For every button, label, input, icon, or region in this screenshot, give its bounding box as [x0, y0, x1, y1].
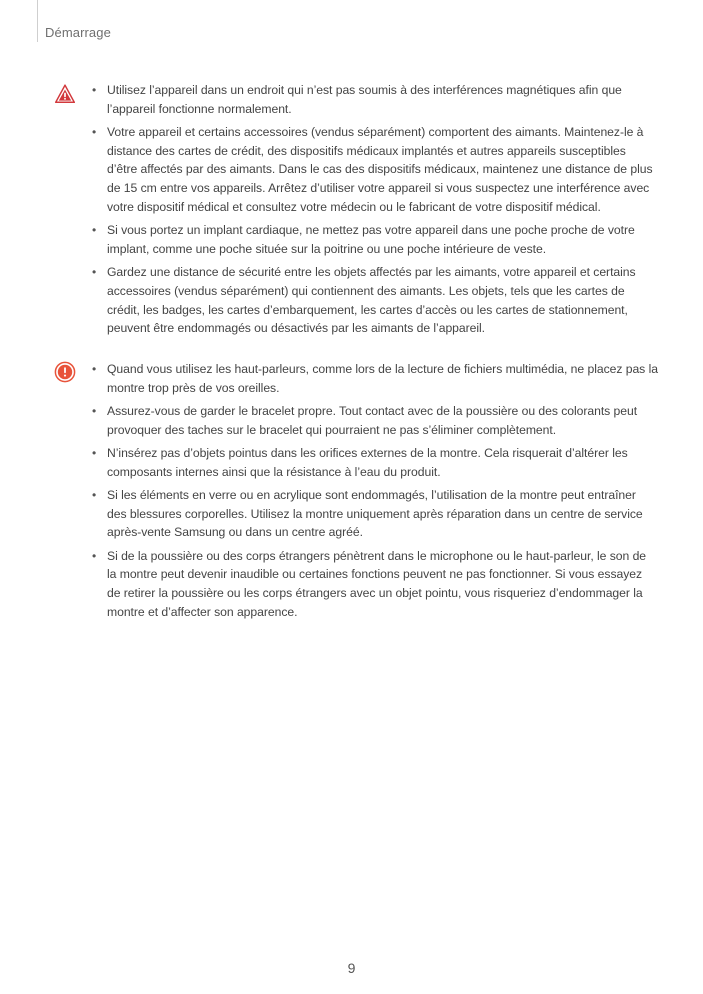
list-item: • Si les éléments en verre ou en acrylique sont endommagés, l’utilisation de la montre peut entraîner des blessures corporelles. Utilisez la montre uniquement après réparation dans un centre de service après-vente Samsung ou dans un centre agréé. [92, 488, 643, 540]
bullet-icon: • [92, 223, 97, 238]
bullet-icon: • [92, 125, 97, 139]
list-item: • Si vous portez un implant cardiaque, ne mettez pas votre appareil dans une poche proche de votre implant, comme une poche située sur la poitrine ou une poche intérieure de veste. [92, 223, 635, 256]
bullet-icon: • [92, 404, 97, 418]
bullet-icon: • [92, 446, 97, 460]
list-item: • Utilisez l’appareil dans un endroit qui n’est pas soumis à des interférences magnétiques afin que l’appareil fonctionne normalement. [92, 83, 622, 116]
list-item: • Votre appareil et certains accessoires (vendus séparément) comportent des aimants. Maintenez-le à distance des cartes de crédit, des dispositifs médicaux implantés et autres appareils susceptibles d’être affectés par des aimants. Dans le cas des dispositifs médicaux, maintenez une distance de plus de 15 cm entre vos appareils. Arrêtez d’utiliser votre appareil si vous suspectez une interférence avec votre dispositif médical et consultez votre médecin ou le fabricant de votre dispositif médical. [92, 125, 653, 214]
warning-list [92, 81, 658, 343]
bullet-icon: • [92, 83, 97, 97]
list-item: • Gardez une distance de sécurité entre les objets affectés par les aimants, votre appareil et certains accessoires (vendus séparément) qui contiennent des aimants. Les objets, tels que les cartes de crédit, les badges, les cartes d’embarquement, les cartes d’accès ou les cartes de stationnement, peuvent être endommagés ou désactivés par les aimants de l’appareil. [92, 265, 636, 336]
list-item: • N’insérez pas d’objets pointus dans les orifices externes de la montre. Cela risquerait d’altérer les composants internes ainsi que la résistance à l’eau du produit. [92, 446, 628, 479]
bullet-icon: • [92, 362, 97, 376]
warning-triangle-icon [54, 83, 76, 105]
header-divider [37, 0, 38, 42]
caution-list [92, 360, 658, 626]
list-item: • Si de la poussière ou des corps étrangers pénètrent dans le microphone ou le haut-parleur, le son de la montre peut devenir inaudible ou certaines fonctions peuvent ne pas fonctionner. Si vous essayez de retirer la poussière ou les corps étrangers avec un objet pointu, vous risqueriez d’endommager la montre et d’affecter son apparence. [92, 548, 647, 619]
caution-circle-icon [54, 361, 76, 383]
bullet-icon: • [92, 488, 97, 502]
page-number: 9 [347, 960, 356, 976]
bullet-icon: • [92, 265, 97, 280]
section-title: Démarrage [45, 25, 111, 40]
list-item: • Assurez-vous de garder le bracelet propre. Tout contact avec de la poussière ou des colorants peut provoquer des taches sur le bracelet qui pourraient ne pas s’éliminer complètement. [92, 404, 638, 437]
bullet-icon: • [92, 548, 97, 563]
list-item: • Quand vous utilisez les haut-parleurs, comme lors de la lecture de fichiers multimédia, ne placez pas la montre trop près de vos oreilles. [92, 362, 658, 395]
